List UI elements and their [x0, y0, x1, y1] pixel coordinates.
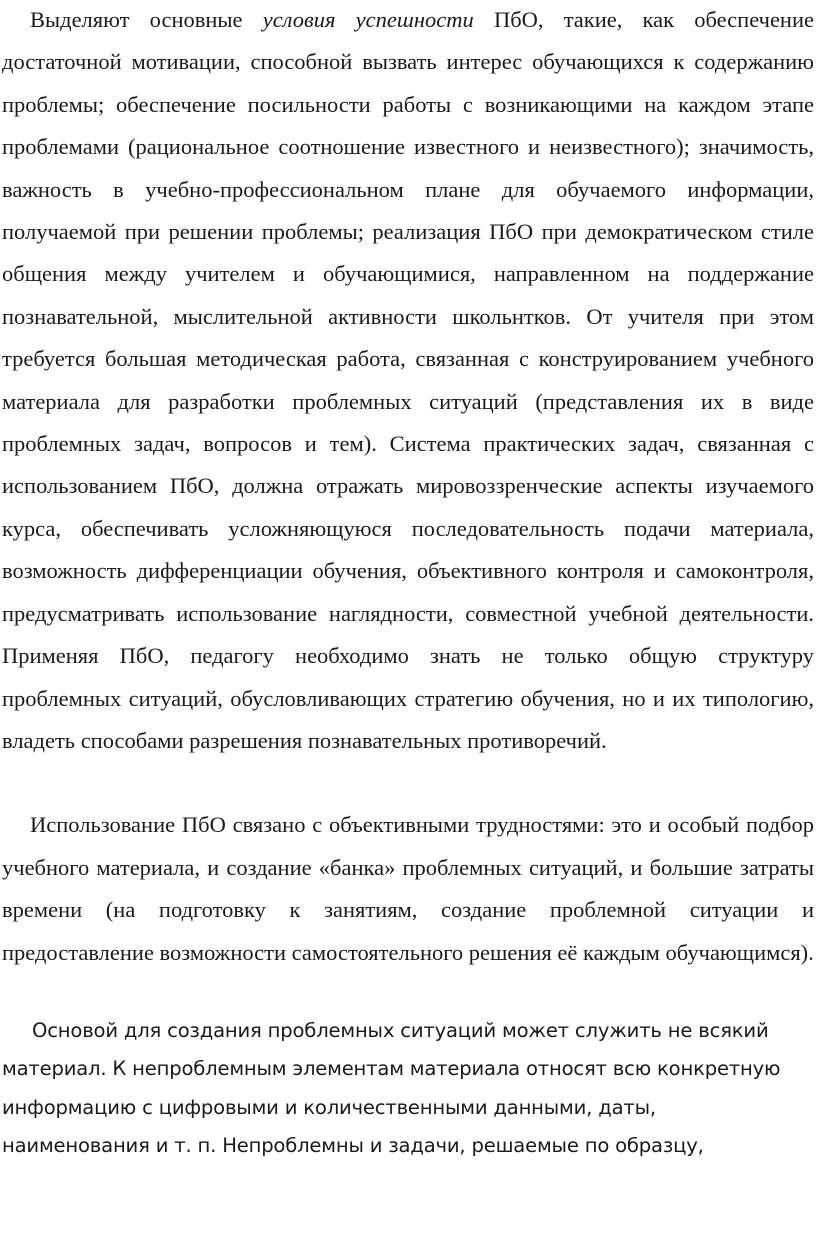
- paragraph-1-body: ПбО, такие, как обеспечение достаточной мотивации, способной вызвать интерес обучающихся к содержанию проблемы; обеспечение посильности работы с возникающими на каждом этапе проблемами (рациональное соотношение известного и неизвестного); значимость, важность в учебно-профессиональном плане для обучаемого информации, получаемой при решении проблемы; реализация ПбО при демократическом стиле общения между учителем и обучающимися, направленном на поддержание познавательной, мыслительной активности школьнтков. От учителя при этом требуется большая методическая работа, связанная с конструированием учебного материала для разработки проблемных ситуаций (представления их в виде проблемных задач, вопросов и тем). Система практических задач, связанная с использованием ПбО, должна отражать мировоззренческие аспекты изучаемого курса, обеспечивать усложняющуюся последовательность подачи материала, возможность дифференциации обучения, объективного контроля и самоконтроля, предусматривать использование наглядности, совместной учебной деятельности. Применяя ПбО, педагогу необходимо знать не только общую структуру проблемных ситуаций, обусловливающих стратегию обучения, но и их типологию, владеть способами разрешения познавательных противоречий.: [2, 7, 815, 753]
- paragraph-difficulties: Использование ПбО связано с объективными трудностями: это и особый подбор учебного материала, и создание «банка» проблемных ситуаций, и большие затраты времени (на подготовку к занятиям, создание проблемной ситуации и предоставление возможности самостоятельного решения её каждым обучающимся).: [2, 812, 814, 965]
- paragraph-conditions: [2, 0, 814, 762]
- paragraph-1-lead: Выделяют основные: [30, 7, 263, 32]
- italic-term: условия успешности: [262, 7, 474, 32]
- paragraph-material: Основой для создания проблемных ситуаций может служить не всякий материал. К непроблемным элементам материала относят всю конкретную информацию с цифровыми и количественными данными, даты, наименования и т. п. Непроблемны и задачи, решаемые по образцу,: [2, 1018, 781, 1158]
